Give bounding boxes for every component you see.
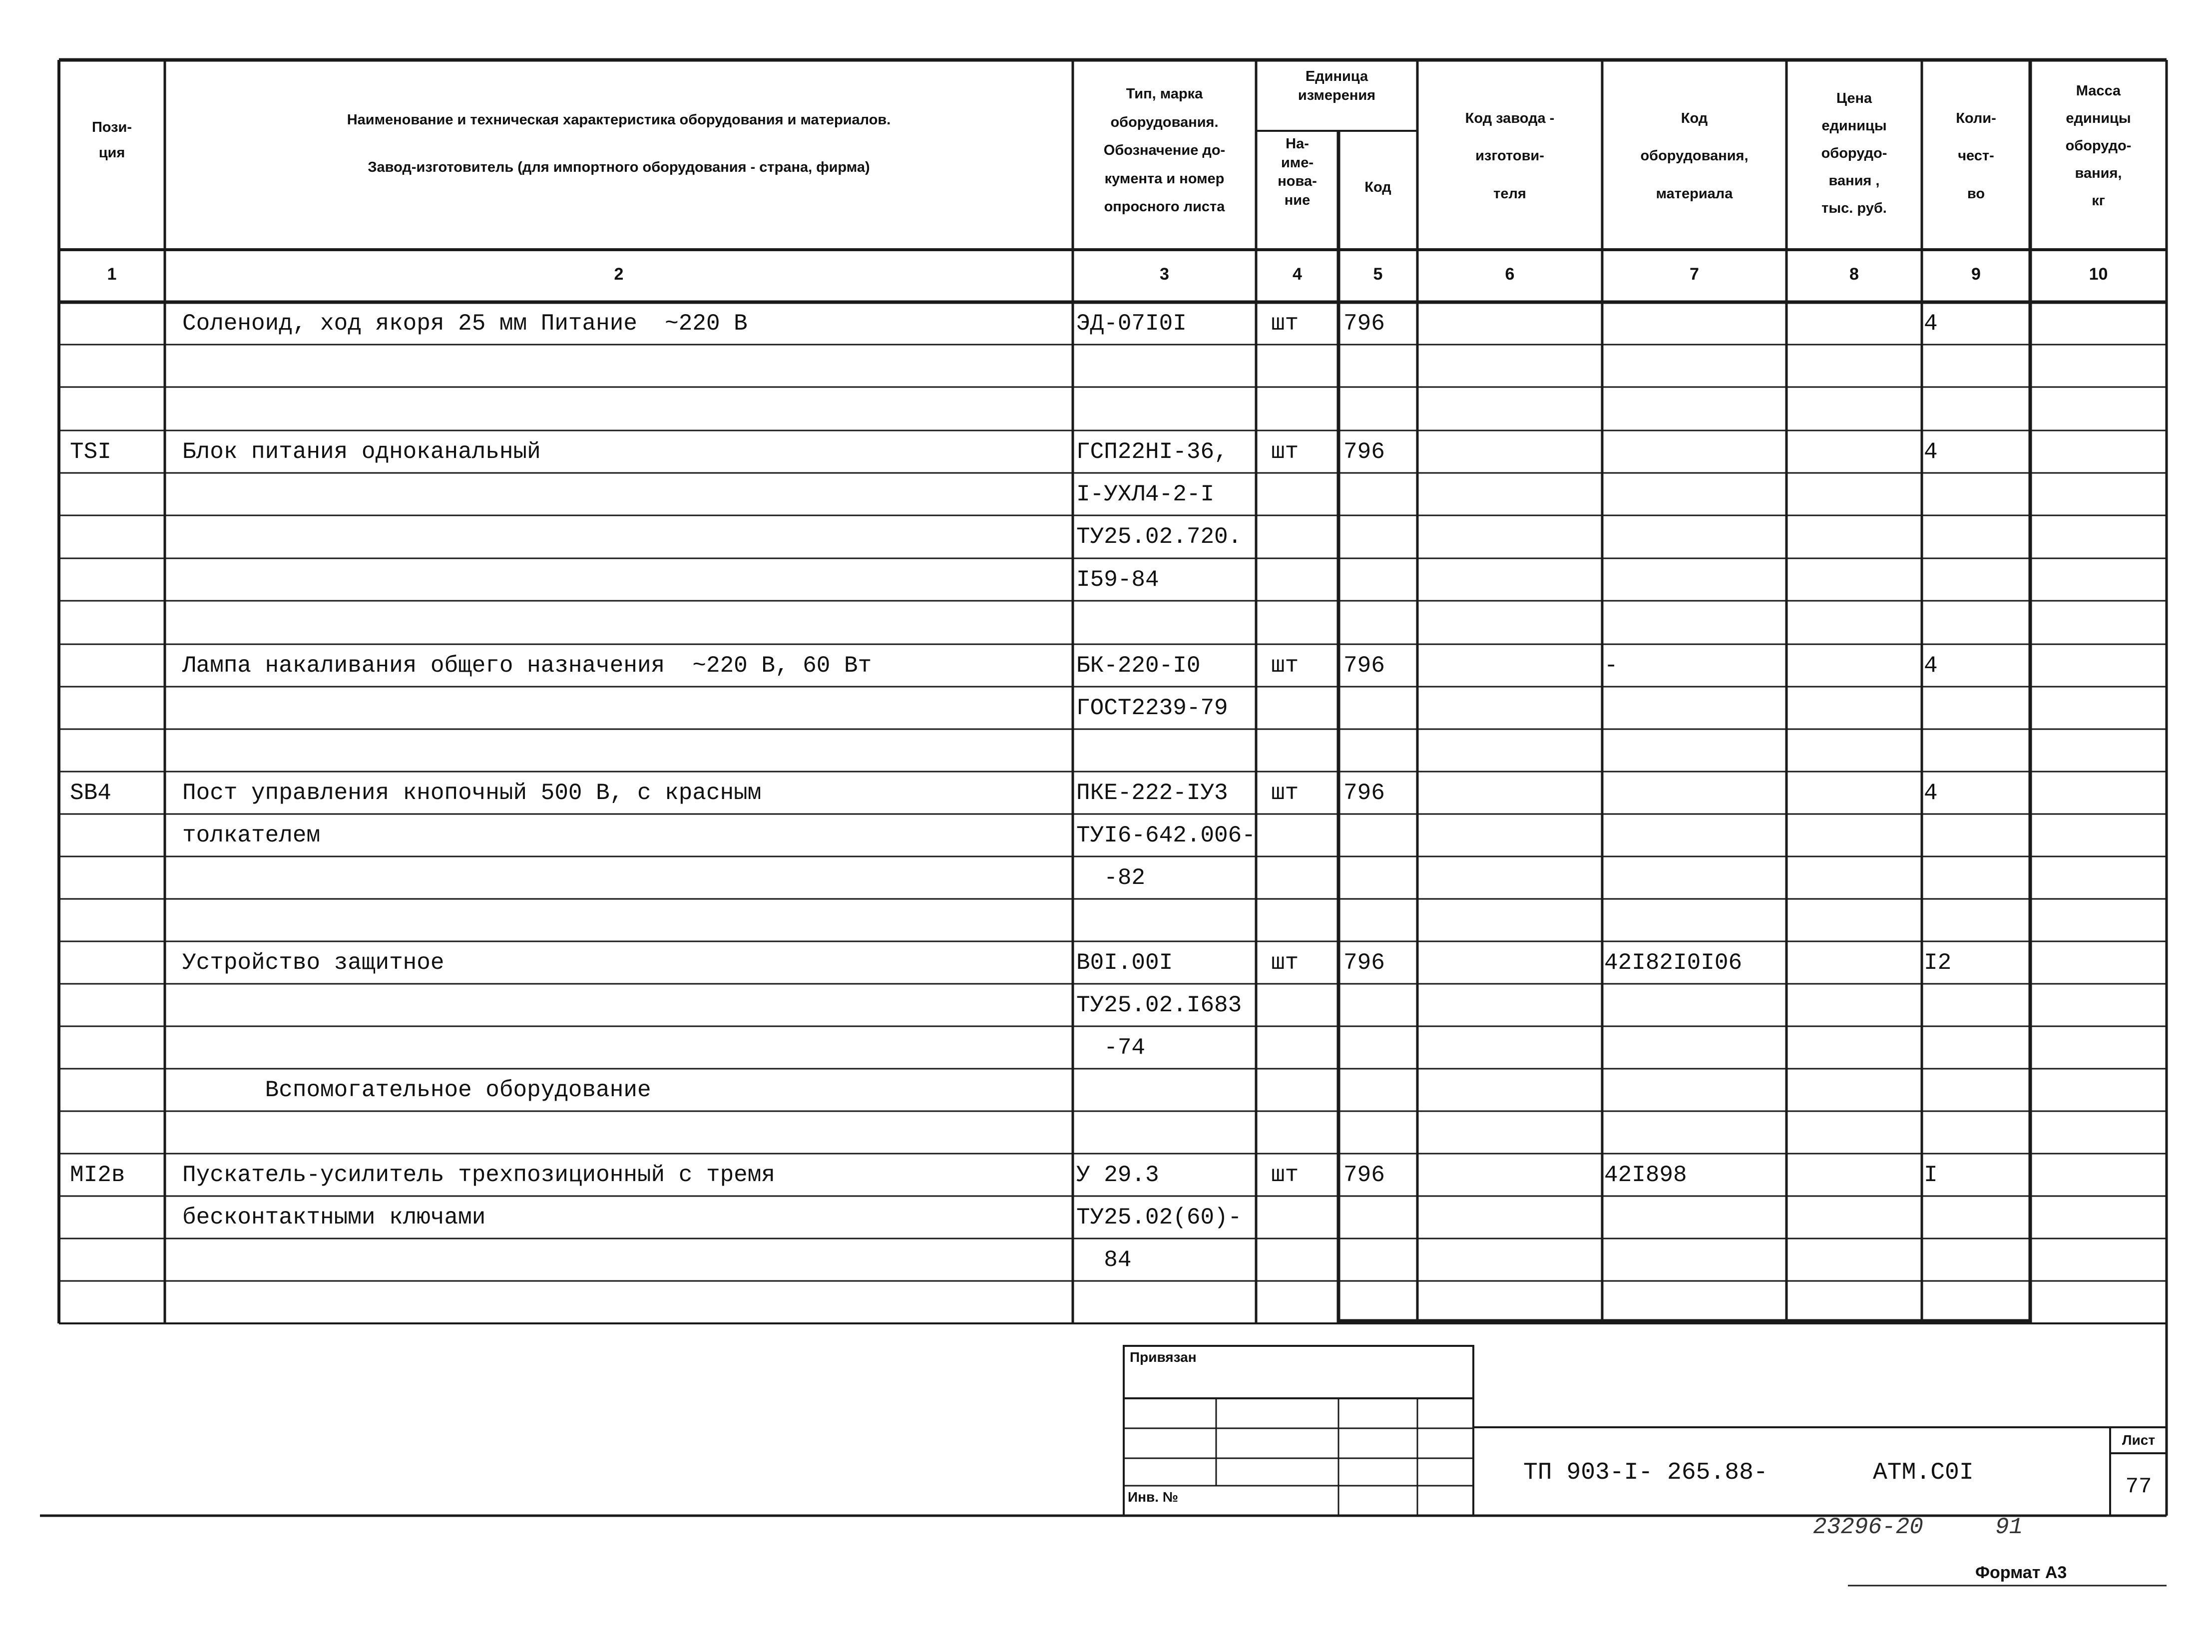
cell-unit: шт bbox=[1271, 950, 1299, 976]
header-quantity: Коли- чест- во bbox=[1956, 110, 1996, 202]
cell-type: В0I.00I bbox=[1076, 950, 1173, 976]
cell-type: -74 bbox=[1076, 1035, 1146, 1061]
cell-name: Вспомогательное оборудование bbox=[182, 1077, 651, 1103]
cell-unit-code: 796 bbox=[1343, 950, 1385, 976]
cell-quantity: 4 bbox=[1924, 311, 1938, 337]
cell-quantity: 4 bbox=[1924, 439, 1938, 465]
cell-position: SB4 bbox=[70, 780, 111, 806]
archive-number-tail: 91 bbox=[1995, 1514, 2023, 1540]
col-number-5: 5 bbox=[1373, 265, 1383, 284]
col-number-2: 2 bbox=[614, 265, 624, 284]
cell-quantity: 4 bbox=[1924, 653, 1938, 679]
cell-unit: шт bbox=[1271, 439, 1299, 465]
cell-name: Блок питания одноканальный bbox=[182, 439, 541, 465]
cell-type: 84 bbox=[1076, 1247, 1132, 1273]
sheet-label: Лист bbox=[2122, 1432, 2156, 1448]
cell-name: Пускатель-усилитель трехпозиционный с тремя bbox=[182, 1162, 775, 1188]
cell-type: ПКЕ-222-IУ3 bbox=[1076, 780, 1228, 806]
cell-name: Соленоид, ход якоря 25 мм Питание ~220 В bbox=[182, 311, 748, 337]
cell-type: ГОСТ2239-79 bbox=[1076, 695, 1228, 721]
cell-name: Устройство защитное bbox=[182, 950, 444, 976]
cell-unit-code: 796 bbox=[1343, 439, 1385, 465]
cell-name: Пост управления кнопочный 500 В, с красным bbox=[182, 780, 762, 806]
archive-number: 23296-20 bbox=[1813, 1514, 1923, 1540]
cell-type: ТУI6-642.006- bbox=[1076, 823, 1256, 848]
header-position: Пози- ция bbox=[91, 119, 132, 161]
stamp-bound-label: Привязан bbox=[1130, 1349, 1197, 1365]
cell-type: ЭД-07I0I bbox=[1076, 311, 1187, 337]
header-unit-code: Код bbox=[1364, 179, 1391, 195]
col-number-1: 1 bbox=[107, 265, 117, 284]
header-unit-group: Единица измерения bbox=[1298, 68, 1376, 103]
cell-quantity: I bbox=[1924, 1162, 1938, 1188]
header-price: Цена единицы оборудо- вания , тыс. руб. bbox=[1821, 90, 1887, 217]
cell-unit: шт bbox=[1271, 1162, 1299, 1188]
cell-type: -82 bbox=[1076, 865, 1146, 891]
cell-type: I-УХЛ4-2-I bbox=[1076, 481, 1215, 507]
cell-equipment-code: - bbox=[1604, 653, 1618, 679]
cell-unit-code: 796 bbox=[1343, 311, 1385, 337]
header-equipment-code: Код оборудования, материала bbox=[1640, 110, 1749, 202]
col-number-10: 10 bbox=[2089, 265, 2108, 284]
cell-position: TSI bbox=[70, 439, 111, 465]
col-number-7: 7 bbox=[1690, 265, 1699, 284]
header-unit-name: На- име- нова- ние bbox=[1278, 136, 1317, 209]
document-code: ТП 903-I- 265.88- bbox=[1523, 1459, 1768, 1486]
cell-type: ТУ25.02.I683 bbox=[1076, 992, 1242, 1018]
cell-unit: шт bbox=[1271, 311, 1299, 337]
cell-unit: шт bbox=[1271, 653, 1299, 679]
sheet-number: 77 bbox=[2125, 1474, 2152, 1499]
cell-type: ТУ25.02(60)- bbox=[1076, 1205, 1242, 1231]
col-number-4: 4 bbox=[1293, 265, 1302, 284]
cell-unit-code: 796 bbox=[1343, 780, 1385, 806]
paper-format: Формат А3 bbox=[1975, 1563, 2067, 1582]
cell-equipment-code: 42I82I0I06 bbox=[1604, 950, 1743, 976]
col-number-8: 8 bbox=[1849, 265, 1859, 284]
cell-quantity: I2 bbox=[1924, 950, 1952, 976]
cell-name: бесконтактными ключами bbox=[182, 1205, 486, 1231]
header-plant-code: Код завода - изготови- теля bbox=[1465, 110, 1555, 202]
cell-type: ГСП22НI-36, bbox=[1076, 439, 1228, 465]
cell-type: I59-84 bbox=[1076, 567, 1159, 593]
cell-type: ТУ25.02.720. bbox=[1076, 524, 1242, 550]
col-number-9: 9 bbox=[1971, 265, 1981, 284]
cell-type: У 29.3 bbox=[1076, 1162, 1159, 1188]
header-name-line2: Завод-изготовитель (для импортного оборудования - страна, фирма) bbox=[368, 159, 870, 175]
cell-equipment-code: 42I898 bbox=[1604, 1162, 1687, 1188]
cell-unit-code: 796 bbox=[1343, 653, 1385, 679]
cell-unit: шт bbox=[1271, 780, 1299, 806]
cell-name: Лампа накаливания общего назначения ~220 В, 60 Вт bbox=[182, 653, 872, 679]
document-suffix: АТМ.С0I bbox=[1873, 1459, 1974, 1486]
cell-name: толкателем bbox=[182, 823, 321, 848]
cell-quantity: 4 bbox=[1924, 780, 1938, 806]
cell-position: MI2в bbox=[70, 1162, 125, 1188]
header-type: Тип, марка оборудования. Обозначение до- кумента и номер опросного листа bbox=[1103, 86, 1226, 215]
header-mass: Масса единицы оборудо- вания, кг bbox=[2065, 83, 2132, 209]
header-name-line1: Наименование и техническая характеристика оборудования и материалов. bbox=[347, 112, 891, 128]
stamp-inventory-label: Инв. № bbox=[1128, 1489, 1179, 1505]
cell-unit-code: 796 bbox=[1343, 1162, 1385, 1188]
col-number-6: 6 bbox=[1505, 265, 1515, 284]
col-number-3: 3 bbox=[1160, 265, 1169, 284]
cell-type: БК-220-I0 bbox=[1076, 653, 1201, 679]
